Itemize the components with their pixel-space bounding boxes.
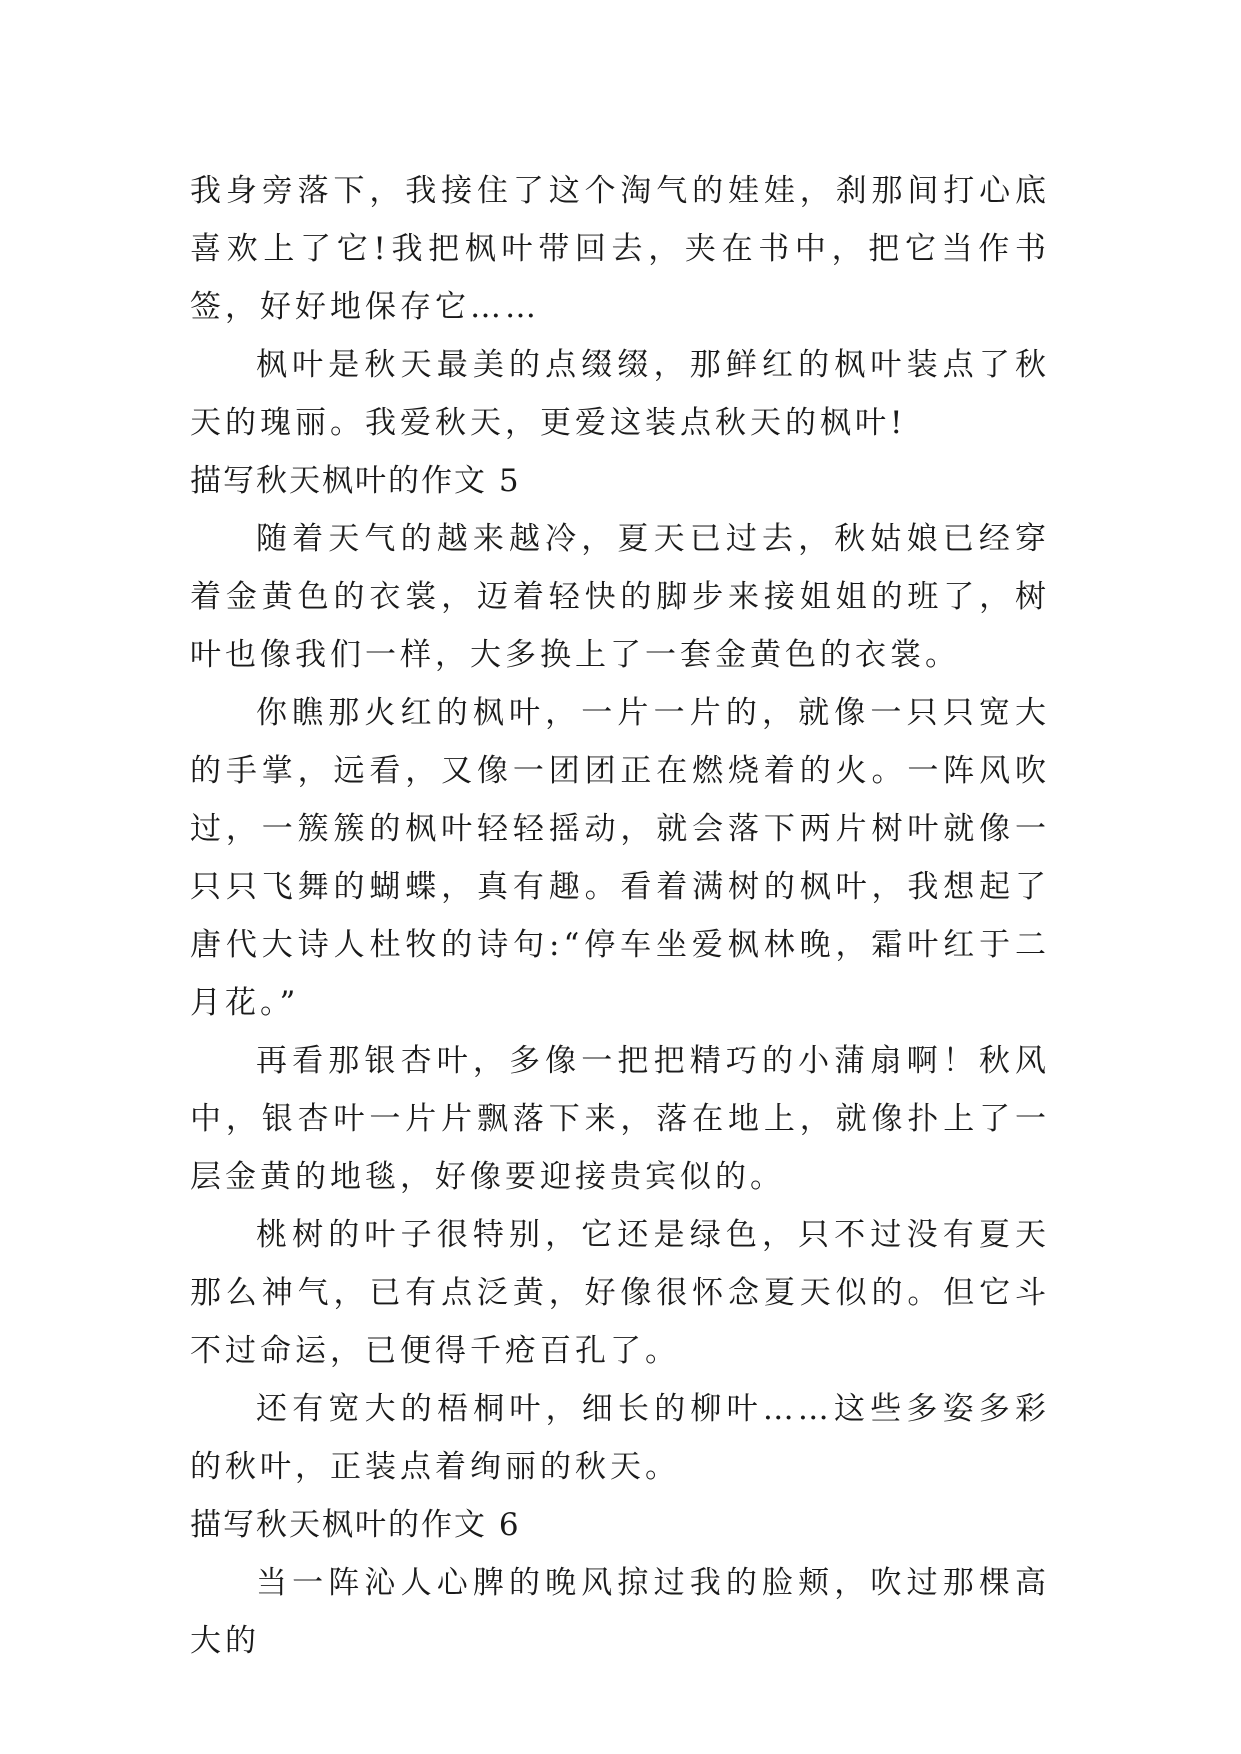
paragraph-continuation: 我身旁落下，我接住了这个淘气的娃娃，刹那间打心底喜欢上了它!我把枫叶带回去，夹在书中，把它当作书签，好好地保存它…… <box>190 173 1050 325</box>
paragraph: 还有宽大的梧桐叶，细长的柳叶……这些多姿多彩的秋叶，正装点着绚丽的秋天。 <box>190 1391 1050 1485</box>
paragraph: 当一阵沁人心脾的晚风掠过我的脸颊，吹过那棵高大的 <box>190 1565 1050 1659</box>
paragraph: 枫叶是秋天最美的点缀缀，那鲜红的枫叶装点了秋天的瑰丽。我爱秋天，更爱这装点秋天的枫叶! <box>190 347 1050 441</box>
document-body <box>190 162 1050 1670</box>
paragraph: 再看那银杏叶，多像一把把精巧的小蒲扇啊！秋风中，银杏叶一片片飘落下来，落在地上，就像扑上了一层金黄的地毯，好像要迎接贵宾似的。 <box>190 1043 1050 1195</box>
essay-heading-6: 描写秋天枫叶的作文 6 <box>190 1507 521 1543</box>
paragraph: 你瞧那火红的枫叶，一片一片的，就像一只只宽大的手掌，远看，又像一团团正在燃烧着的火。一阵风吹过，一簇簇的枫叶轻轻摇动，就会落下两片树叶就像一只只飞舞的蝴蝶，真有趣。看着满树的枫叶，我想起了唐代大诗人杜牧的诗句:“停车坐爱枫林晚，霜叶红于二月花。” <box>190 695 1050 1021</box>
essay-heading-5: 描写秋天枫叶的作文 5 <box>190 463 521 499</box>
paragraph: 随着天气的越来越冷，夏天已过去，秋姑娘已经穿着金黄色的衣裳，迈着轻快的脚步来接姐姐的班了，树叶也像我们一样，大多换上了一套金黄色的衣裳。 <box>190 521 1050 673</box>
paragraph: 桃树的叶子很特别，它还是绿色，只不过没有夏天那么神气，已有点泛黄，好像很怀念夏天似的。但它斗不过命运，已便得千疮百孔了。 <box>190 1217 1050 1369</box>
